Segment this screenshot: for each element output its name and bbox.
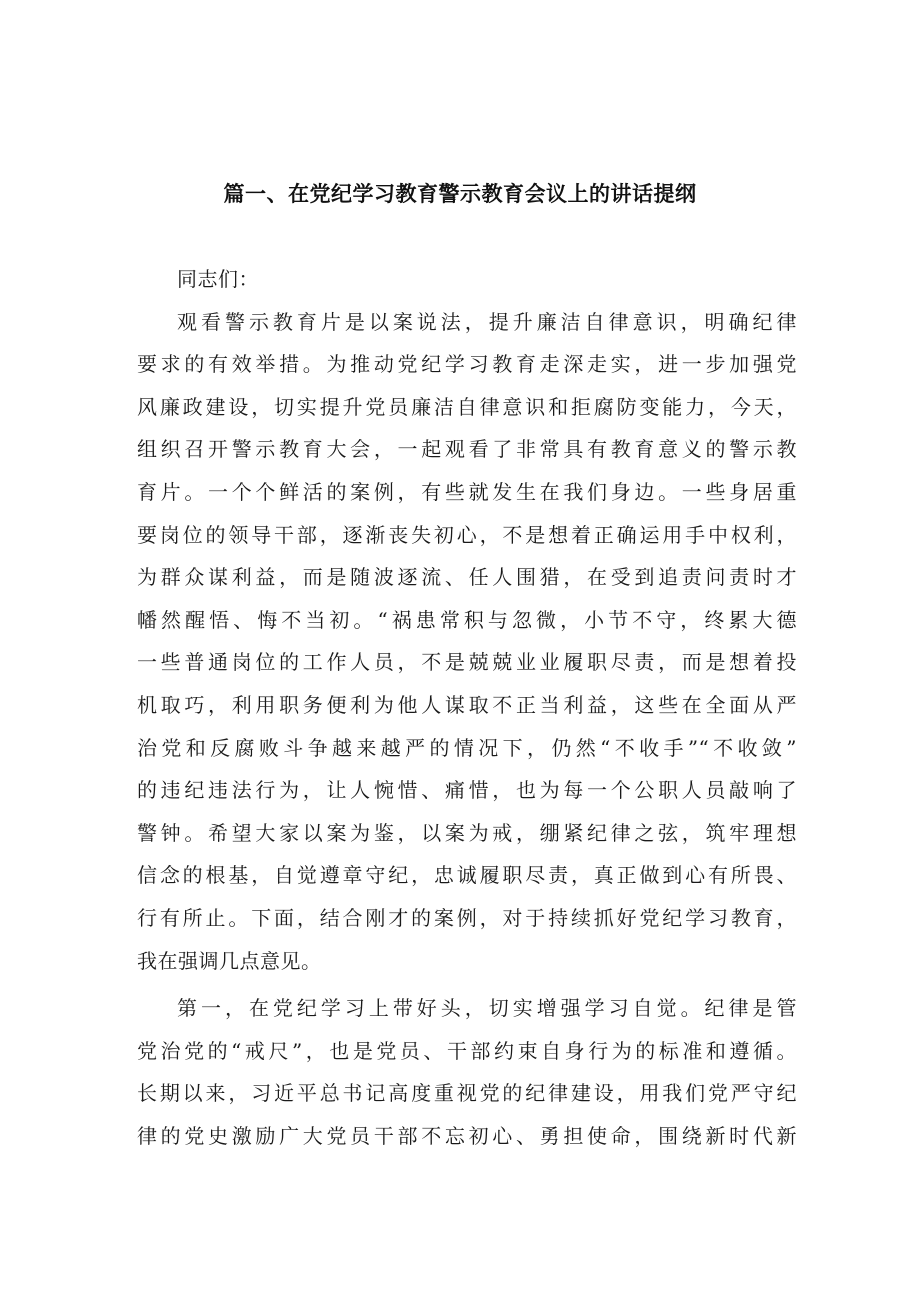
paragraph-line: 一些普通岗位的工作人员，不是兢兢业业履职尽责，而是想着投	[137, 650, 797, 675]
paragraph-line: 治党和反腐败斗争越来越严的情况下，仍然“不收手”“不收敛”	[137, 735, 797, 760]
paragraph-line: 组织召开警示教育大会，一起观看了非常具有教育意义的警示教	[137, 437, 797, 462]
paragraph-line: 的违纪违法行为，让人惋惜、痛惜，也为每一个公职人员敲响了	[137, 778, 797, 803]
paragraph-line: 风廉政建设，切实提升党员廉洁自律意识和拒腐防变能力，今天，	[137, 394, 797, 419]
salutation: 同志们：	[177, 267, 259, 291]
paragraph-line: 第一，在党纪学习上带好头，切实增强学习自觉。纪律是管	[177, 996, 797, 1021]
paragraph-2	[137, 987, 797, 1157]
paragraph-line: 警钟。希望大家以案为鉴，以案为戒，绷紧纪律之弦，筑牢理想	[137, 820, 797, 845]
paragraph-line: 我在强调几点意见。	[137, 948, 322, 973]
paragraph-line: 党治党的“戒尺”，也是党员、干部约束自身行为的标准和遵循。	[137, 1038, 797, 1063]
document-title: 篇一、在党纪学习教育警示教育会议上的讲话提纲	[223, 182, 697, 206]
paragraph-line: 机取巧，利用职务便利为他人谋取不正当利益，这些在全面从严	[137, 692, 797, 717]
paragraph-line: 要岗位的领导干部，逐渐丧失初心，不是想着正确运用手中权利，	[137, 522, 797, 547]
paragraph-line: 幡然醒悟、悔不当初。“祸患常积与忽微，小节不守，终累大德	[137, 607, 797, 632]
paragraph-line: 长期以来，习近平总书记高度重视党的纪律建设，用我们党严守纪	[137, 1081, 797, 1106]
paragraph-line: 为群众谋利益，而是随波逐流、任人围猎，在受到追责问责时才	[137, 565, 797, 590]
paragraph-1	[137, 301, 797, 983]
paragraph-line: 要求的有效举措。为推动党纪学习教育走深走实，进一步加强党	[137, 352, 797, 377]
document-body	[137, 258, 797, 1157]
paragraph-line: 育片。一个个鲜活的案例，有些就发生在我们身边。一些身居重	[137, 479, 797, 504]
paragraph-line: 观看警示教育片是以案说法，提升廉洁自律意识，明确纪律	[177, 309, 797, 334]
paragraph-line: 律的党史激励广大党员干部不忘初心、勇担使命，围绕新时代新	[137, 1123, 797, 1148]
paragraph-line: 行有所止。下面，结合刚才的案例，对于持续抓好党纪学习教育，	[137, 905, 797, 930]
paragraph-line: 信念的根基，自觉遵章守纪，忠诚履职尽责，真正做到心有所畏、	[137, 863, 797, 888]
